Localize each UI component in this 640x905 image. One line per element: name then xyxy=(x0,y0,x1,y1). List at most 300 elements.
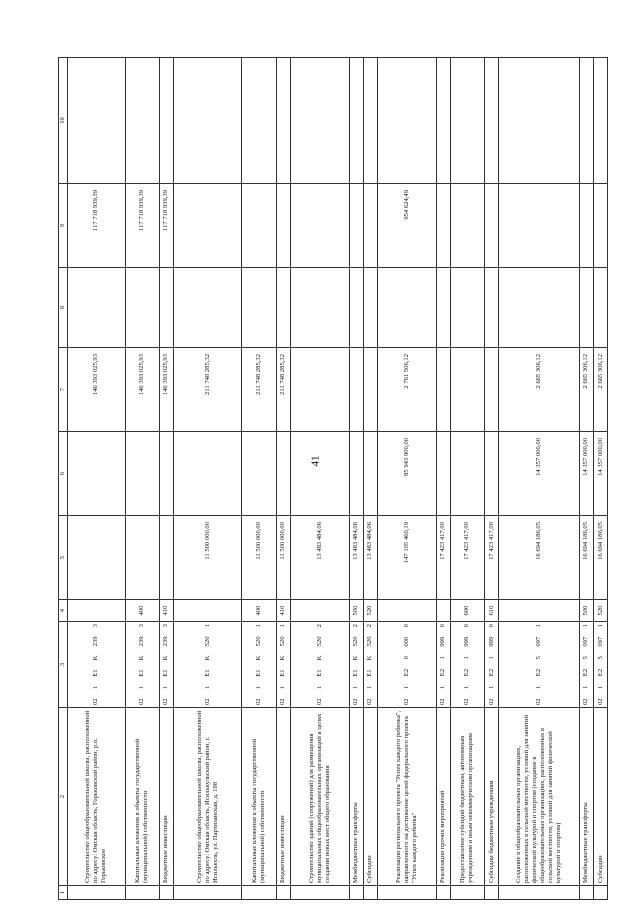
program-code xyxy=(436,622,450,708)
table-row xyxy=(276,58,290,900)
amount-v10 xyxy=(349,58,363,184)
code-part: 02 xyxy=(203,698,211,705)
program-code xyxy=(593,622,607,708)
program-code xyxy=(450,622,484,708)
code-part: E1 xyxy=(203,669,211,677)
amount-v8 xyxy=(499,268,580,348)
code-part: 097 xyxy=(582,636,590,647)
amount-v7: 2 665 306,12 xyxy=(499,348,580,432)
row-marker-cell xyxy=(242,886,276,900)
amount-v7: 2 665 306,12 xyxy=(579,348,593,432)
expense-type-code xyxy=(436,600,450,622)
amount-v10 xyxy=(450,58,484,184)
amount-v6 xyxy=(290,432,349,516)
row-marker-cell xyxy=(499,886,580,900)
expense-type-code: 500 xyxy=(349,600,363,622)
code-part: 097 xyxy=(535,636,542,647)
column-header-4: 4 xyxy=(59,600,68,622)
item-name: Реализация регионального проекта "Успех каждого ребенка", направленного на достижение целей федерального проекта "Успех каждого ребенка" xyxy=(377,708,436,886)
program-code-parts xyxy=(535,622,543,707)
program-code xyxy=(159,622,173,708)
code-part: E2 xyxy=(582,668,590,677)
row-marker-cell xyxy=(349,886,363,900)
amount-v9 xyxy=(363,184,377,268)
expense-type-code: 410 xyxy=(159,600,173,622)
column-header-7: 7 xyxy=(59,348,68,432)
item-name: Строительство зданий (сооружений) для размещения муниципальных общеобразовательных организаций в целях создания новых мест общего образования xyxy=(290,708,349,886)
code-part: 2 xyxy=(315,624,323,628)
code-part: E2 xyxy=(463,668,471,677)
code-part: 239 xyxy=(138,636,146,647)
table-row xyxy=(499,58,580,900)
amount-v9 xyxy=(485,184,499,268)
table-row xyxy=(593,58,607,900)
code-part: 1 xyxy=(596,685,604,689)
row-marker-cell xyxy=(485,886,499,900)
code-part: 02 xyxy=(463,698,471,705)
amount-v7: 2 761 506,12 xyxy=(377,348,436,432)
code-part: 02 xyxy=(582,698,590,705)
code-part: 520 xyxy=(203,636,211,647)
row-marker-cell xyxy=(173,886,241,900)
item-name: Строительство общеобразовательной школы, расположенной по адресу: Омская область, Горьковский район, р.п. Горьковское xyxy=(68,708,126,886)
code-part: 02 xyxy=(138,698,146,705)
code-part: 1 xyxy=(254,624,262,628)
amount-v6 xyxy=(363,432,377,516)
header-row xyxy=(59,58,68,900)
table-row xyxy=(290,58,349,900)
code-part: 1 xyxy=(535,624,542,628)
amount-v10 xyxy=(485,58,499,184)
amount-v9: 117 718 939,39 xyxy=(159,184,173,268)
code-part: 239 xyxy=(162,636,170,647)
item-name: Бюджетные инвестиции xyxy=(159,708,173,886)
budget-table xyxy=(58,57,608,900)
code-part: E1 xyxy=(366,669,374,677)
code-part: 02 xyxy=(596,698,604,705)
item-name: Создание в общеобразовательных организациях, расположенных в сельской местности, условий для занятий физической культурой и спортом (создание в общеобразовательных организациях, расположенных в сельской местности, условий для занятий физической культурой и спортом) xyxy=(499,708,580,886)
program-code xyxy=(579,622,593,708)
row-marker-cell xyxy=(363,886,377,900)
amount-v10 xyxy=(499,58,580,184)
code-part: 999 xyxy=(463,636,471,647)
expense-type-code xyxy=(290,600,349,622)
code-part: 02 xyxy=(487,698,495,705)
code-part: 02 xyxy=(402,698,410,705)
code-part: 1 xyxy=(315,685,323,690)
program-code xyxy=(349,622,363,708)
amount-v7: 146 393 025,93 xyxy=(68,348,126,432)
amount-v8 xyxy=(436,268,450,348)
expense-type-code: 610 xyxy=(485,600,499,622)
amount-v9 xyxy=(290,184,349,268)
code-part: 1 xyxy=(596,624,604,628)
amount-v6 xyxy=(276,432,290,516)
program-code-parts xyxy=(279,622,287,707)
code-part: 999 xyxy=(439,636,447,647)
amount-v9 xyxy=(593,184,607,268)
item-name: Межбюджетные трансферты xyxy=(349,708,363,886)
code-part: E1 xyxy=(138,669,146,677)
code-part: 1 xyxy=(279,685,287,690)
code-part: E2 xyxy=(439,668,447,677)
code-part: E2 xyxy=(487,668,495,677)
amount-v5: 13 483 484,06 xyxy=(290,516,349,600)
table-row xyxy=(173,58,241,900)
amount-v7 xyxy=(363,348,377,432)
amount-v5: 13 483 484,06 xyxy=(349,516,363,600)
item-name: Бюджетные инвестиции xyxy=(276,708,290,886)
column-header-10: 10 xyxy=(59,58,68,184)
code-part: K xyxy=(92,655,100,661)
column-header-8: 8 xyxy=(59,268,68,348)
code-part: 1 xyxy=(203,624,211,628)
code-part: E1 xyxy=(315,669,323,677)
row-marker-cell xyxy=(276,886,290,900)
code-part: 02 xyxy=(352,698,360,705)
item-name: Строительство общеобразовательной школы, расположенной по адресу: Омская область, Исилькульский район, г. Исилькуль, ул. Партизанская, д. 198 xyxy=(173,708,241,886)
amount-v10 xyxy=(276,58,290,184)
code-part: 3 xyxy=(162,624,170,628)
amount-v7 xyxy=(290,348,349,432)
amount-v8 xyxy=(450,268,484,348)
row-marker-cell xyxy=(450,886,484,900)
amount-v10 xyxy=(436,58,450,184)
rotated-table-container xyxy=(58,58,608,900)
amount-v10 xyxy=(363,58,377,184)
column-header-6: 6 xyxy=(59,432,68,516)
program-code xyxy=(242,622,276,708)
amount-v9 xyxy=(276,184,290,268)
code-part: 097 xyxy=(596,636,604,647)
program-code xyxy=(377,622,436,708)
amount-v7: 2 665 306,12 xyxy=(593,348,607,432)
code-part: E2 xyxy=(402,668,410,677)
amount-v9: 117 718 939,39 xyxy=(125,184,159,268)
row-marker-cell xyxy=(579,886,593,900)
code-part: 1 xyxy=(138,685,146,690)
program-code-parts xyxy=(255,622,263,707)
code-part: E2 xyxy=(535,668,542,677)
program-code-parts xyxy=(316,622,324,707)
amount-v8 xyxy=(349,268,363,348)
amount-v7: 211 748 285,32 xyxy=(242,348,276,432)
code-part: 520 xyxy=(279,636,287,647)
item-name: Субсидии бюджетным учреждениям xyxy=(485,708,499,886)
row-marker-cell xyxy=(159,886,173,900)
expense-type-code: 520 xyxy=(363,600,377,622)
program-code-parts xyxy=(463,622,471,707)
amount-v10 xyxy=(377,58,436,184)
column-header-2: 2 xyxy=(59,708,68,886)
amount-v7: 211 748 285,32 xyxy=(276,348,290,432)
program-code-parts xyxy=(403,622,411,707)
code-part: 1 xyxy=(487,656,495,660)
column-header-5: 5 xyxy=(59,516,68,600)
table-body xyxy=(68,58,608,900)
code-part: 1 xyxy=(352,685,360,690)
item-name: Субсидии xyxy=(363,708,377,886)
table-row xyxy=(242,58,276,900)
program-code xyxy=(276,622,290,708)
amount-v8 xyxy=(377,268,436,348)
amount-v6 xyxy=(485,432,499,516)
amount-v7: 146 393 025,93 xyxy=(125,348,159,432)
program-code-parts xyxy=(138,622,146,707)
expense-type-code: 400 xyxy=(242,600,276,622)
code-part: 1 xyxy=(439,656,447,660)
code-part: 999 xyxy=(487,636,495,647)
code-part: 02 xyxy=(92,698,100,705)
item-name: Субсидии xyxy=(593,708,607,886)
code-part: 1 xyxy=(487,685,495,689)
code-part: 1 xyxy=(254,685,262,690)
table-row xyxy=(436,58,450,900)
amount-v10 xyxy=(159,58,173,184)
amount-v5: 147 105 460,19 xyxy=(377,516,436,600)
program-code xyxy=(173,622,241,708)
amount-v6 xyxy=(436,432,450,516)
code-part: E1 xyxy=(162,669,170,677)
amount-v6: 85 943 900,00 xyxy=(377,432,436,516)
amount-v9 xyxy=(579,184,593,268)
code-part: 1 xyxy=(92,685,100,690)
amount-v6 xyxy=(242,432,276,516)
expense-type-code: 410 xyxy=(276,600,290,622)
item-name: Капитальные вложения в объекты государственной (муниципальной) собственности xyxy=(242,708,276,886)
amount-v7: 211 748 285,32 xyxy=(173,348,241,432)
code-part: 0 xyxy=(463,624,471,628)
amount-v5: 16 694 186,05 xyxy=(593,516,607,600)
code-part: 5 xyxy=(535,656,542,660)
amount-v6 xyxy=(450,432,484,516)
expense-type-code xyxy=(499,600,580,622)
expense-type-code: 400 xyxy=(125,600,159,622)
code-part: K xyxy=(203,655,211,661)
program-code-parts xyxy=(352,622,360,707)
row-marker-cell xyxy=(593,886,607,900)
amount-v8 xyxy=(363,268,377,348)
amount-v6 xyxy=(173,432,241,516)
amount-v5 xyxy=(159,516,173,600)
column-header-3: 3 xyxy=(59,622,68,708)
code-part: 1 xyxy=(402,685,410,689)
code-part: K xyxy=(279,655,287,661)
code-part: 1 xyxy=(582,685,590,689)
item-name: Предоставление субсидий бюджетным, автономным учреждениям и иным некоммерческим организациям xyxy=(450,708,484,886)
amount-v9 xyxy=(242,184,276,268)
amount-v9: 954 624,49 xyxy=(377,184,436,268)
code-part: 02 xyxy=(439,698,447,705)
code-part: 02 xyxy=(279,698,287,705)
column-header-1: 1 xyxy=(59,886,68,900)
amount-v5: 13 483 484,06 xyxy=(363,516,377,600)
amount-v10 xyxy=(68,58,126,184)
table-row xyxy=(363,58,377,900)
amount-v6: 14 357 000,00 xyxy=(579,432,593,516)
amount-v9 xyxy=(173,184,241,268)
amount-v5: 16 694 186,05 xyxy=(499,516,580,600)
code-part: 0 xyxy=(439,624,447,628)
program-code-parts xyxy=(488,622,496,707)
table-row xyxy=(450,58,484,900)
amount-v7: 146 393 025,93 xyxy=(159,348,173,432)
table-row xyxy=(159,58,173,900)
program-code xyxy=(363,622,377,708)
amount-v6: 14 357 000,00 xyxy=(593,432,607,516)
code-part: 1 xyxy=(582,624,590,628)
amount-v8 xyxy=(68,268,126,348)
code-part: 3 xyxy=(92,624,100,628)
amount-v10 xyxy=(242,58,276,184)
code-part: E1 xyxy=(352,669,360,677)
code-part: 5 xyxy=(582,656,590,660)
code-part: 239 xyxy=(92,636,100,647)
amount-v5: 16 694 186,05 xyxy=(579,516,593,600)
amount-v10 xyxy=(290,58,349,184)
code-part: 02 xyxy=(535,698,542,705)
amount-v10 xyxy=(173,58,241,184)
table-row xyxy=(68,58,126,900)
amount-v10 xyxy=(125,58,159,184)
code-part: K xyxy=(138,655,146,661)
amount-v6: 14 357 000,00 xyxy=(499,432,580,516)
page-number: 41 xyxy=(309,455,322,467)
amount-v5: 17 423 417,00 xyxy=(450,516,484,600)
amount-v8 xyxy=(159,268,173,348)
code-part: E2 xyxy=(596,668,604,677)
code-part: 000 xyxy=(402,636,410,647)
code-part: 02 xyxy=(366,698,374,705)
amount-v7 xyxy=(436,348,450,432)
item-name: Капитальные вложения в объекты государственной (муниципальной) собственности xyxy=(125,708,159,886)
program-code xyxy=(290,622,349,708)
amount-v7 xyxy=(450,348,484,432)
amount-v5 xyxy=(125,516,159,600)
amount-v5: 11 500 000,00 xyxy=(173,516,241,600)
row-marker-cell xyxy=(68,886,126,900)
table-row xyxy=(485,58,499,900)
code-part: 1 xyxy=(279,624,287,628)
table-row xyxy=(349,58,363,900)
row-marker-cell xyxy=(125,886,159,900)
expense-type-code: 520 xyxy=(593,600,607,622)
code-part: K xyxy=(254,655,262,661)
code-part: 0 xyxy=(402,624,410,628)
amount-v8 xyxy=(593,268,607,348)
amount-v6 xyxy=(68,432,126,516)
row-marker-cell xyxy=(436,886,450,900)
table-row xyxy=(579,58,593,900)
code-part: 1 xyxy=(366,685,374,690)
amount-v9 xyxy=(450,184,484,268)
column-header-9: 9 xyxy=(59,184,68,268)
amount-v9 xyxy=(349,184,363,268)
code-part: E1 xyxy=(279,669,287,677)
amount-v5: 17 423 417,00 xyxy=(485,516,499,600)
item-name: Реализация прочих мероприятий xyxy=(436,708,450,886)
code-part: K xyxy=(315,655,323,661)
amount-v9: 117 718 939,39 xyxy=(68,184,126,268)
expense-type-code: 500 xyxy=(579,600,593,622)
code-part: 2 xyxy=(352,624,360,628)
amount-v8 xyxy=(290,268,349,348)
row-marker-cell xyxy=(290,886,349,900)
code-part: 1 xyxy=(463,685,471,689)
amount-v8 xyxy=(485,268,499,348)
program-code-parts xyxy=(439,622,447,707)
table-row xyxy=(125,58,159,900)
code-part: E1 xyxy=(254,669,262,677)
amount-v8 xyxy=(125,268,159,348)
code-part: K xyxy=(162,655,170,661)
expense-type-code xyxy=(173,600,241,622)
code-part: 0 xyxy=(487,624,495,628)
amount-v6 xyxy=(349,432,363,516)
program-code-parts xyxy=(582,622,590,707)
amount-v5: 17 423 417,00 xyxy=(436,516,450,600)
program-code xyxy=(68,622,126,708)
item-name: Межбюджетные трансферты xyxy=(579,708,593,886)
table-row xyxy=(377,58,436,900)
amount-v10 xyxy=(593,58,607,184)
row-marker-cell xyxy=(377,886,436,900)
program-code xyxy=(499,622,580,708)
code-part: 1 xyxy=(463,656,471,660)
code-part: K xyxy=(352,655,360,661)
code-part: 520 xyxy=(366,636,374,647)
code-part: 02 xyxy=(162,698,170,705)
amount-v5 xyxy=(68,516,126,600)
code-part: 520 xyxy=(254,636,262,647)
amount-v8 xyxy=(173,268,241,348)
amount-v7 xyxy=(349,348,363,432)
code-part: 2 xyxy=(366,624,374,628)
code-part: 3 xyxy=(138,624,146,628)
code-part: 02 xyxy=(254,698,262,705)
amount-v5: 11 500 000,00 xyxy=(276,516,290,600)
amount-v8 xyxy=(276,268,290,348)
amount-v6 xyxy=(159,432,173,516)
code-part: 520 xyxy=(315,636,323,647)
amount-v8 xyxy=(242,268,276,348)
program-code-parts xyxy=(597,622,605,707)
amount-v7 xyxy=(485,348,499,432)
program-code xyxy=(485,622,499,708)
code-part: K xyxy=(366,655,374,661)
amount-v6 xyxy=(125,432,159,516)
code-part: E1 xyxy=(92,669,100,677)
expense-type-code xyxy=(68,600,126,622)
amount-v8 xyxy=(579,268,593,348)
code-part: 02 xyxy=(315,698,323,705)
amount-v10 xyxy=(579,58,593,184)
amount-v9 xyxy=(436,184,450,268)
code-part: 1 xyxy=(203,685,211,690)
code-part: 0 xyxy=(402,656,410,660)
code-part: 5 xyxy=(596,656,604,660)
amount-v9 xyxy=(499,184,580,268)
code-part: 520 xyxy=(352,636,360,647)
program-code-parts xyxy=(162,622,170,707)
code-part: 1 xyxy=(162,685,170,690)
code-part: 1 xyxy=(439,685,447,689)
expense-type-code: 600 xyxy=(450,600,484,622)
expense-type-code xyxy=(377,600,436,622)
program-code-parts xyxy=(92,622,100,707)
amount-v5: 11 500 000,00 xyxy=(242,516,276,600)
program-code-parts xyxy=(366,622,374,707)
